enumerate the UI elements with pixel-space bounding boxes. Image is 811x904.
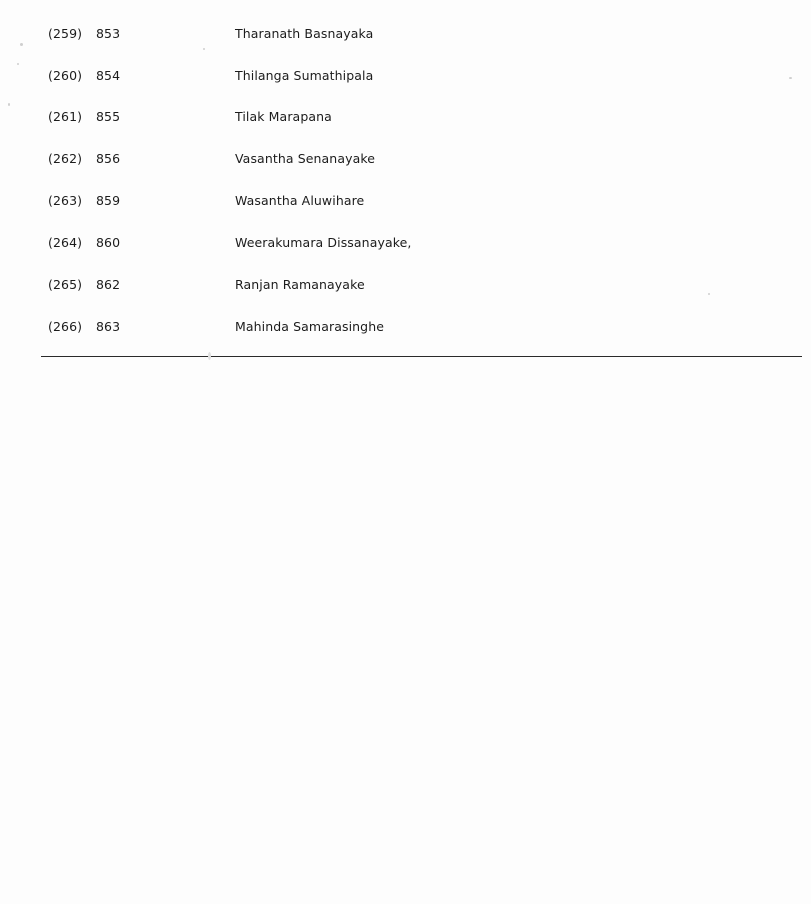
list-item: [0, 66, 811, 86]
scan-speck: [203, 48, 205, 50]
scan-speck: [789, 77, 792, 79]
entry-name: Wasantha Aluwihare: [235, 193, 365, 208]
section-divider: [41, 356, 802, 357]
entry-name: Ranjan Ramanayake: [235, 277, 365, 292]
entry-index: (265): [48, 277, 83, 292]
entry-name: Mahinda Samarasinghe: [235, 319, 385, 334]
entry-index: (261): [48, 109, 83, 124]
entry-index: (264): [48, 235, 83, 250]
entry-index: (263): [48, 193, 83, 208]
list-item: [0, 191, 811, 211]
entry-number: 859: [96, 193, 121, 208]
scan-speck: [20, 43, 23, 46]
entry-number: 862: [96, 277, 121, 292]
scan-speck: [208, 352, 211, 360]
entry-name: Tharanath Basnayaka: [235, 26, 374, 41]
scan-speck: [8, 103, 10, 106]
entry-number: 860: [96, 235, 121, 250]
scan-speck: [708, 293, 710, 295]
list-item: [0, 233, 811, 253]
entry-index: (259): [48, 26, 83, 41]
list-item: [0, 24, 811, 44]
list-item: [0, 317, 811, 337]
entry-number: 863: [96, 319, 121, 334]
entry-number: 855: [96, 109, 121, 124]
list-item: [0, 275, 811, 295]
entry-number: 853: [96, 26, 121, 41]
entry-index: (262): [48, 151, 83, 166]
entry-index: (266): [48, 319, 83, 334]
list-item: [0, 149, 811, 169]
entry-index: (260): [48, 68, 83, 83]
entry-number: 856: [96, 151, 121, 166]
entry-name: Thilanga Sumathipala: [235, 68, 374, 83]
entry-name: Weerakumara Dissanayake,: [235, 235, 412, 250]
entry-name: Vasantha Senanayake: [235, 151, 376, 166]
scan-speck: [17, 63, 19, 65]
entry-name: Tilak Marapana: [235, 109, 332, 124]
entry-number: 854: [96, 68, 121, 83]
list-item: [0, 107, 811, 127]
